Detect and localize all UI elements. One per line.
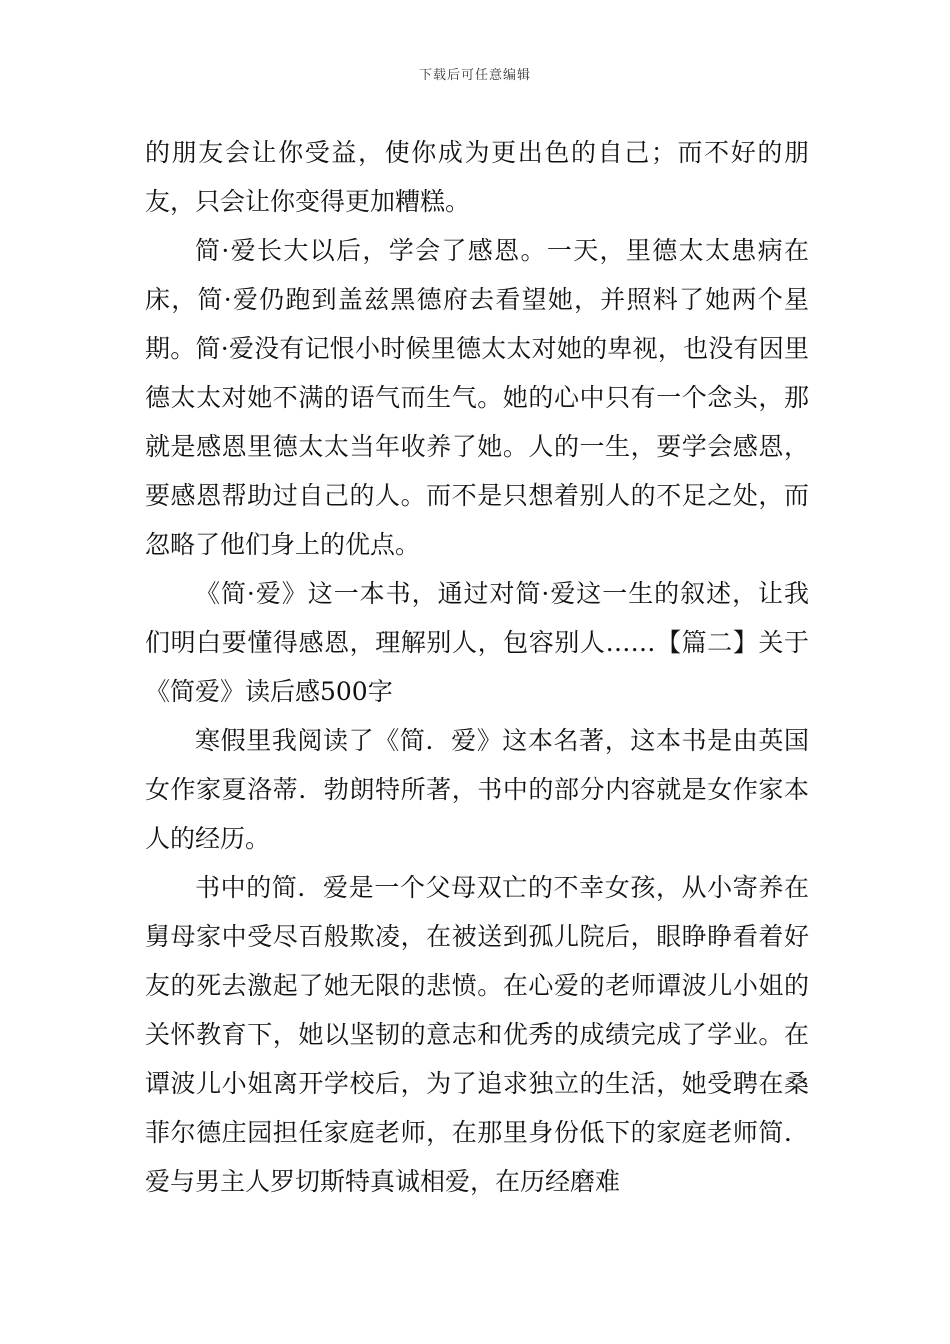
page-header: 下载后可任意编辑 bbox=[418, 68, 531, 83]
paragraph-4: 寒假里我阅读了《简．爱》这本名著，这本书是由英国女作家夏洛蒂．勃朗特所著，书中的部分内容就是女作家本人的经历。 bbox=[145, 726, 809, 853]
paragraph-3: 《简·爱》这一本书，通过对简·爱这一生的叙述，让我们明白要懂得感恩，理解别人，包容别人……【篇二】关于《简爱》读后感500字 bbox=[145, 579, 809, 706]
paragraph-1: 的朋友会让你受益，使你成为更出色的自己；而不好的朋友，只会让你变得更加糟糕。 bbox=[145, 138, 809, 216]
paragraph-2: 简·爱长大以后，学会了感恩。一天，里德太太患病在床，简·爱仍跑到盖兹黑德府去看望她，并照料了她两个星期。简·爱没有记恨小时候里德太太对她的卑视，也没有因里德太太对她不满的语气而生气。她的心中只有一个念头，那就是感恩里德太太当年收养了她。人的一生，要学会感恩，要感恩帮助过自己的人。而不是只想着别人的不足之处，而忽略了他们身上的优点。 bbox=[145, 236, 809, 559]
paragraph-5: 书中的简．爱是一个父母双亡的不幸女孩，从小寄养在舅母家中受尽百般欺凌，在被送到孤儿院后，眼睁睁看着好友的死去激起了她无限的悲愤。在心爱的老师谭波儿小姐的关怀教育下，她以坚韧的意志和优秀的成绩完成了学业。在谭波儿小姐离开学校后，为了追求独立的生活，她受聘在桑菲尔德庄园担任家庭老师，在那里身份低下的家庭老师简．爱与男主人罗切斯特真诚相爱，在历经磨难 bbox=[145, 873, 809, 1196]
document-body bbox=[145, 128, 809, 1206]
